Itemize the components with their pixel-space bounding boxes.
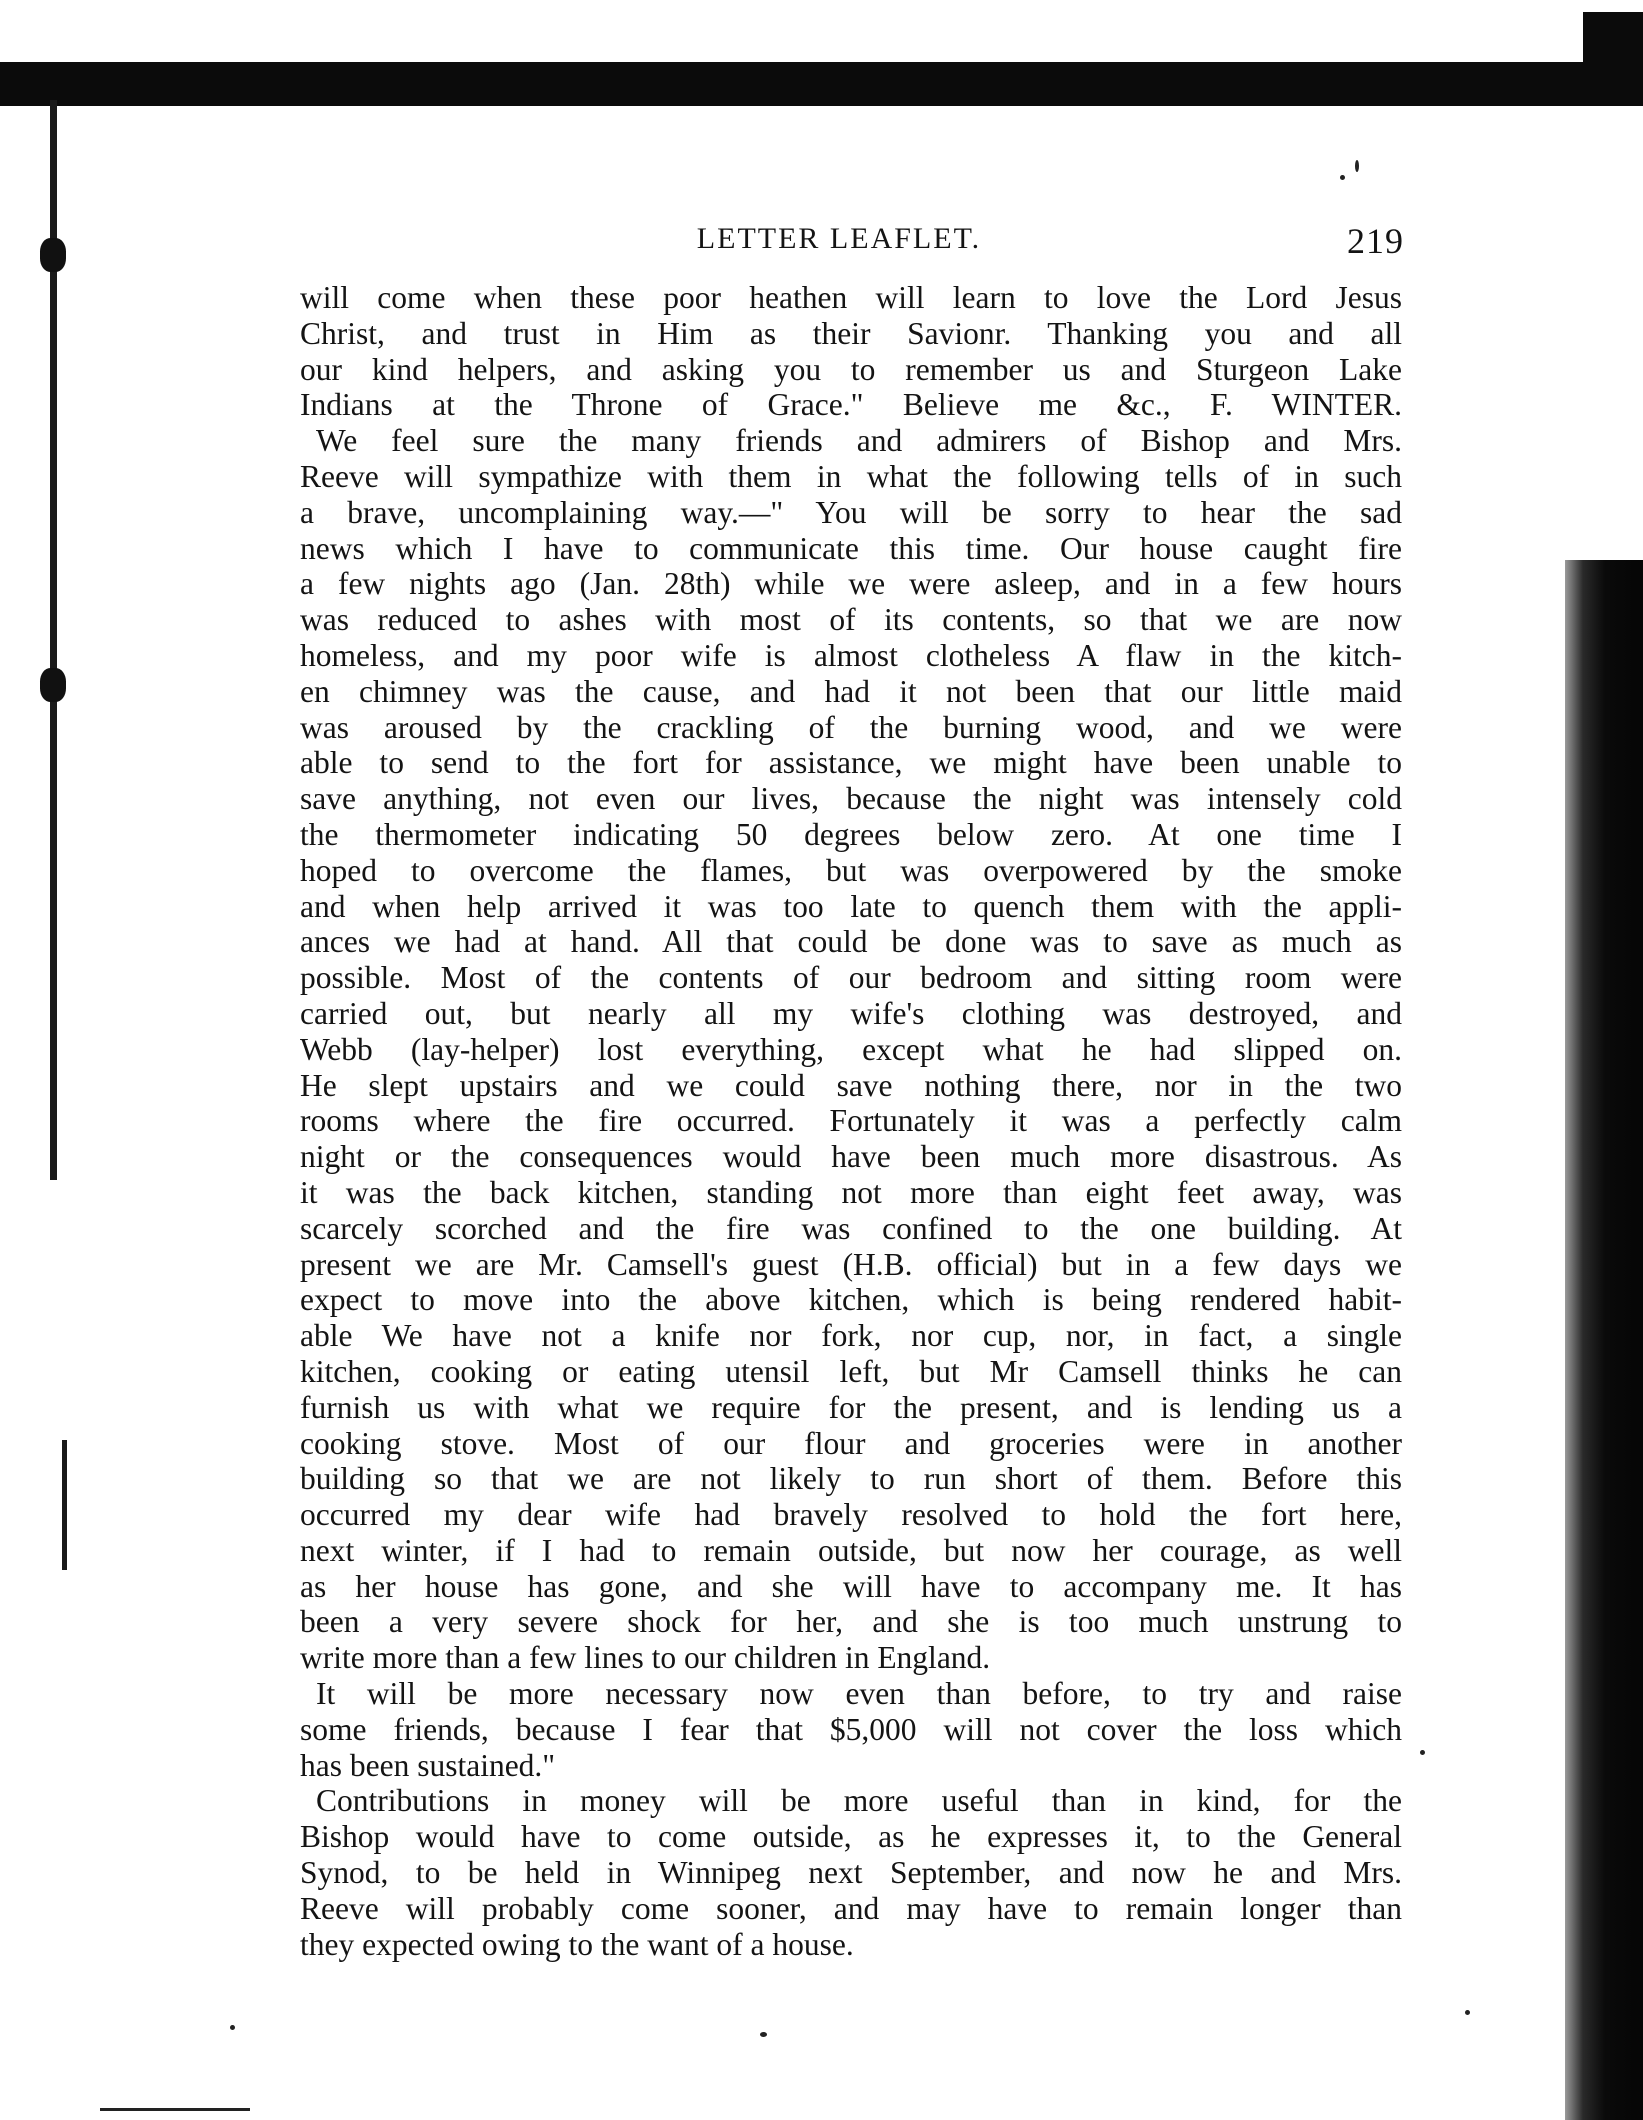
text-line: hoped to overcome the flames, but was overpowered by the smoke bbox=[300, 852, 1402, 888]
text-line: was reduced to ashes with most of its contents, so that we are now bbox=[300, 602, 1402, 638]
text-line: as her house has gone, and she will have to accompany me. It has bbox=[300, 1568, 1402, 1604]
text-line: night or the consequences would have been much more disastrous. As bbox=[300, 1139, 1402, 1175]
text-line: scarcely scorched and the fire was confined to the one building. At bbox=[300, 1210, 1402, 1246]
text-line: some friends, because I fear that $5,000 will not cover the loss which bbox=[300, 1711, 1402, 1747]
scan-speck bbox=[1340, 175, 1345, 180]
running-head: LETTER LEAFLET. bbox=[696, 222, 982, 255]
text-line: Synod, to be held in Winnipeg next September, and now he and Mrs. bbox=[300, 1855, 1402, 1891]
text-line: our kind helpers, and asking you to remember us and Sturgeon Lake bbox=[300, 351, 1402, 387]
text-line: kitchen, cooking or eating utensil left, but Mr Camsell thinks he can bbox=[300, 1353, 1402, 1389]
text-line: write more than a few lines to our children in England. bbox=[300, 1640, 991, 1676]
text-line: Reeve will probably come sooner, and may have to remain longer than bbox=[300, 1890, 1402, 1926]
scan-top-border bbox=[0, 62, 1643, 106]
scan-binding-mark bbox=[40, 238, 66, 272]
text-line: it was the back kitchen, standing not more than eight feet away, was bbox=[300, 1174, 1402, 1210]
text-line: present we are Mr. Camsell's guest (H.B. official) but in a few days we bbox=[300, 1246, 1402, 1282]
text-line: rooms where the fire occurred. Fortunately it was a perfectly calm bbox=[300, 1103, 1402, 1139]
text-line: ances we had at hand. All that could be done was to save as much as bbox=[300, 924, 1402, 960]
text-line: a few nights ago (Jan. 28th) while we were asleep, and in a few hours bbox=[300, 566, 1402, 602]
text-line: It will be more necessary now even than before, to try and raise bbox=[316, 1676, 1402, 1712]
text-line: able We have not a knife nor fork, nor cup, nor, in fact, a single bbox=[300, 1318, 1402, 1354]
text-line: the thermometer indicating 50 degrees below zero. At one time I bbox=[300, 816, 1402, 852]
text-line: building so that we are not likely to run short of them. Before this bbox=[300, 1461, 1402, 1497]
text-line: Contributions in money will be more useful than in kind, for the bbox=[316, 1783, 1402, 1819]
text-line: a brave, uncomplaining way.—" You will be sorry to hear the sad bbox=[300, 494, 1402, 530]
text-line: save anything, not even our lives, because the night was intensely cold bbox=[300, 781, 1402, 817]
text-line: He slept upstairs and we could save nothing there, nor in the two bbox=[300, 1067, 1402, 1103]
scan-speck bbox=[230, 2025, 235, 2030]
scan-speck bbox=[760, 2032, 767, 2037]
text-line: Reeve will sympathize with them in what the following tells of in such bbox=[300, 458, 1402, 494]
text-line: and when help arrived it was too late to quench them with the appli- bbox=[300, 888, 1402, 924]
text-line: has been sustained." bbox=[300, 1747, 556, 1783]
text-line: en chimney was the cause, and had it not been that our little maid bbox=[300, 673, 1402, 709]
text-line: next winter, if I had to remain outside, but now her courage, as well bbox=[300, 1532, 1402, 1568]
text-line: Bishop would have to come outside, as he expresses it, to the General bbox=[300, 1819, 1402, 1855]
body-text bbox=[300, 280, 1402, 1962]
text-line: carried out, but nearly all my wife's clothing was destroyed, and bbox=[300, 995, 1402, 1031]
text-line: been a very severe shock for her, and she is too much unstrung to bbox=[300, 1604, 1402, 1640]
scan-speck bbox=[1355, 160, 1359, 172]
scan-speck bbox=[1465, 2010, 1470, 2015]
text-line: will come when these poor heathen will learn to love the Lord Jesus bbox=[300, 280, 1402, 315]
text-line: furnish us with what we require for the present, and is lending us a bbox=[300, 1389, 1402, 1425]
text-line: Webb (lay-helper) lost everything, except what he had slipped on. bbox=[300, 1031, 1402, 1067]
scan-right-shadow bbox=[1565, 560, 1643, 2120]
scan-bottom-mark bbox=[100, 2108, 250, 2111]
text-line: news which I have to communicate this time. Our house caught fire bbox=[300, 530, 1402, 566]
text-line: cooking stove. Most of our flour and groceries were in another bbox=[300, 1425, 1402, 1461]
scan-speck bbox=[1420, 1750, 1425, 1755]
page-number: 219 bbox=[1347, 221, 1404, 261]
page-header bbox=[274, 222, 1404, 262]
text-line: expect to move into the above kitchen, which is being rendered habit- bbox=[300, 1282, 1402, 1318]
text-line: possible. Most of the contents of our bedroom and sitting room were bbox=[300, 960, 1402, 996]
scan-binding-edge-lower bbox=[62, 1440, 67, 1570]
text-line: We feel sure the many friends and admirers of Bishop and Mrs. bbox=[316, 423, 1402, 459]
text-line: Indians at the Throne of Grace." Believe me &c., F. WINTER. bbox=[300, 387, 1402, 423]
text-line: homeless, and my poor wife is almost clotheless A flaw in the kitch- bbox=[300, 637, 1402, 673]
text-line: was aroused by the crackling of the burning wood, and we were bbox=[300, 709, 1402, 745]
scan-binding-mark bbox=[40, 668, 66, 702]
text-line: they expected owing to the want of a house. bbox=[300, 1926, 854, 1962]
text-line: able to send to the fort for assistance, we might have been unable to bbox=[300, 745, 1402, 781]
text-line: occurred my dear wife had bravely resolved to hold the fort here, bbox=[300, 1497, 1402, 1533]
text-line: Christ, and trust in Him as their Savionr. Thanking you and all bbox=[300, 315, 1402, 351]
